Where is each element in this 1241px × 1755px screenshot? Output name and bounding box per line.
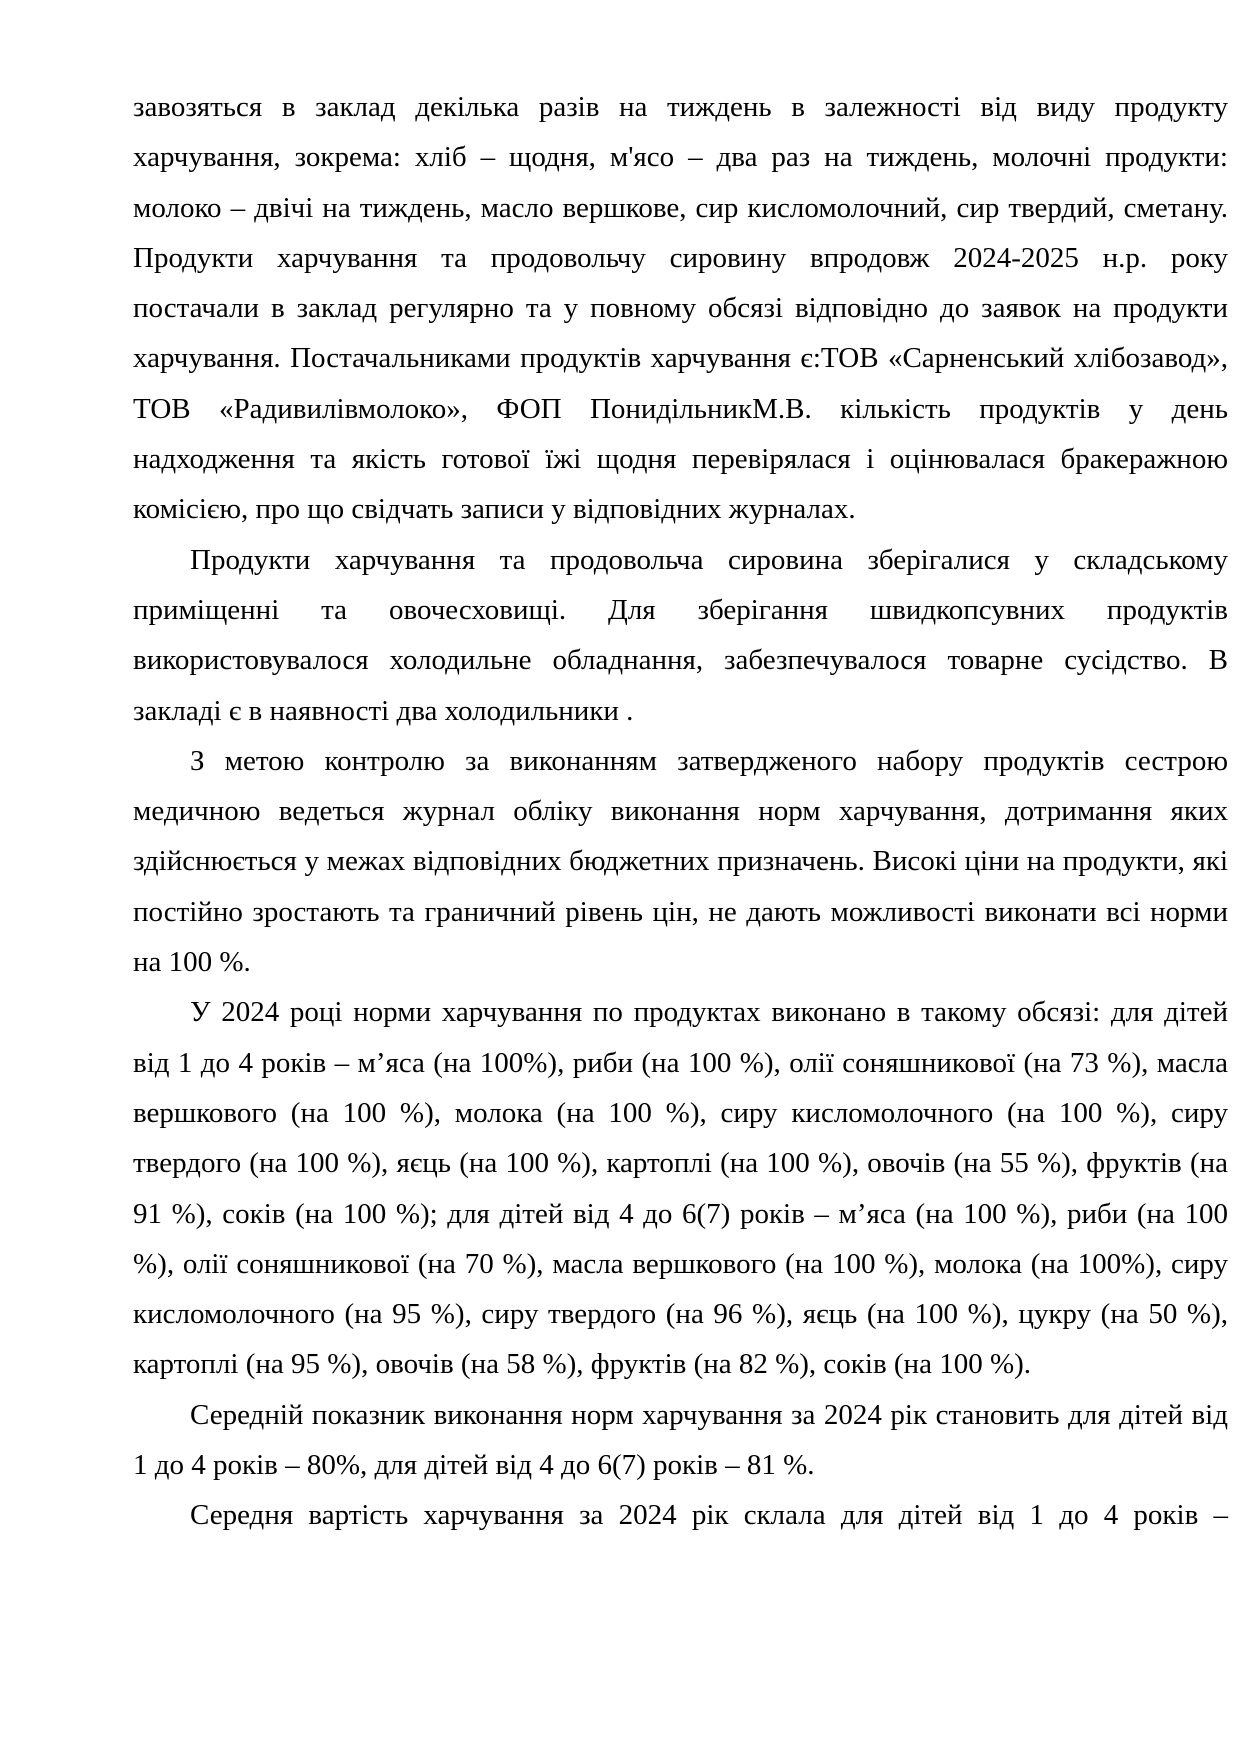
paragraph: Продукти харчування та продовольча сировина зберігалися у складському приміщенні та овочесховищі. Для зберігання швидкопсувних продуктів використовувалося холодильне обладнання, забезпечувалося товарне сусідство. В закладі є в наявності два холодильники . — [133, 543, 1228, 727]
paragraph: З метою контролю за виконанням затвердженого набору продуктів сестрою медичною ведеться журнал обліку виконання норм харчування, дотримання яких здійснюється у межах відповідних бюджетних призначень. Високі ціни на продукти, які постійно зростають та граничний рівень цін, не дають можливості виконати всі норми на 100 %. — [133, 744, 1228, 979]
paragraph: завозяться в заклад декілька разів на тиждень в залежності від виду продукту харчування, зокрема: хліб – щодня, м'ясо – два раз на тиждень, молочні продукти: молоко – двічі на тиждень, масло вершкове, сир кисломолочний, сир твердий, сметану. Продукти харчування та продовольчу сировину впродовж 2024-2025 н.р. року постачали в заклад регулярно та у повному обсязі відповідно до заявок на продукти харчування. Постачальниками продуктів харчування є:ТОВ «Сарненський хлібозавод», ТОВ «Радивилівмолоко», ФОП ПонидільникМ.В. кількість продуктів у день надходження та якість готової їжі щодня перевірялася і оцінювалася бракеражною комісією, про що свідчать записи у відповідних журналах. — [133, 91, 1228, 526]
paragraph: Середня вартість харчування за 2024 рік склала для дітей від 1 до 4 років – — [190, 1499, 1228, 1532]
paragraph: Середній показник виконання норм харчування за 2024 рік становить для дітей від 1 до 4 років – 80%, для дітей від 4 до 6(7) років – 81 %. — [133, 1398, 1228, 1482]
paragraph: У 2024 році норми харчування по продуктах виконано в такому обсязі: для дітей від 1 до 4 років – м’яса (на 100%), риби (на 100 %), олії соняшникової (на 73 %), масла вершкового (на 100 %), молока (на 100 %), сиру кисломолочного (на 100 %), сиру твердого (на 100 %), яєць (на 100 %), картоплі (на 100 %), овочів (на 55 %), фруктів (на 91 %), соків (на 100 %); для дітей від 4 до 6(7) років – м’яса (на 100 %), риби (на 100 %), олії соняшникової (на 70 %), масла вершкового (на 100 %), молока (на 100%), сиру кисломолочного (на 95 %), сиру твердого (на 96 %), яєць (на 100 %), цукру (на 50 %), картоплі (на 95 %), овочів (на 58 %), фруктів (на 82 %), соків (на 100 %). — [133, 996, 1228, 1381]
document-page-body — [133, 82, 1228, 1541]
